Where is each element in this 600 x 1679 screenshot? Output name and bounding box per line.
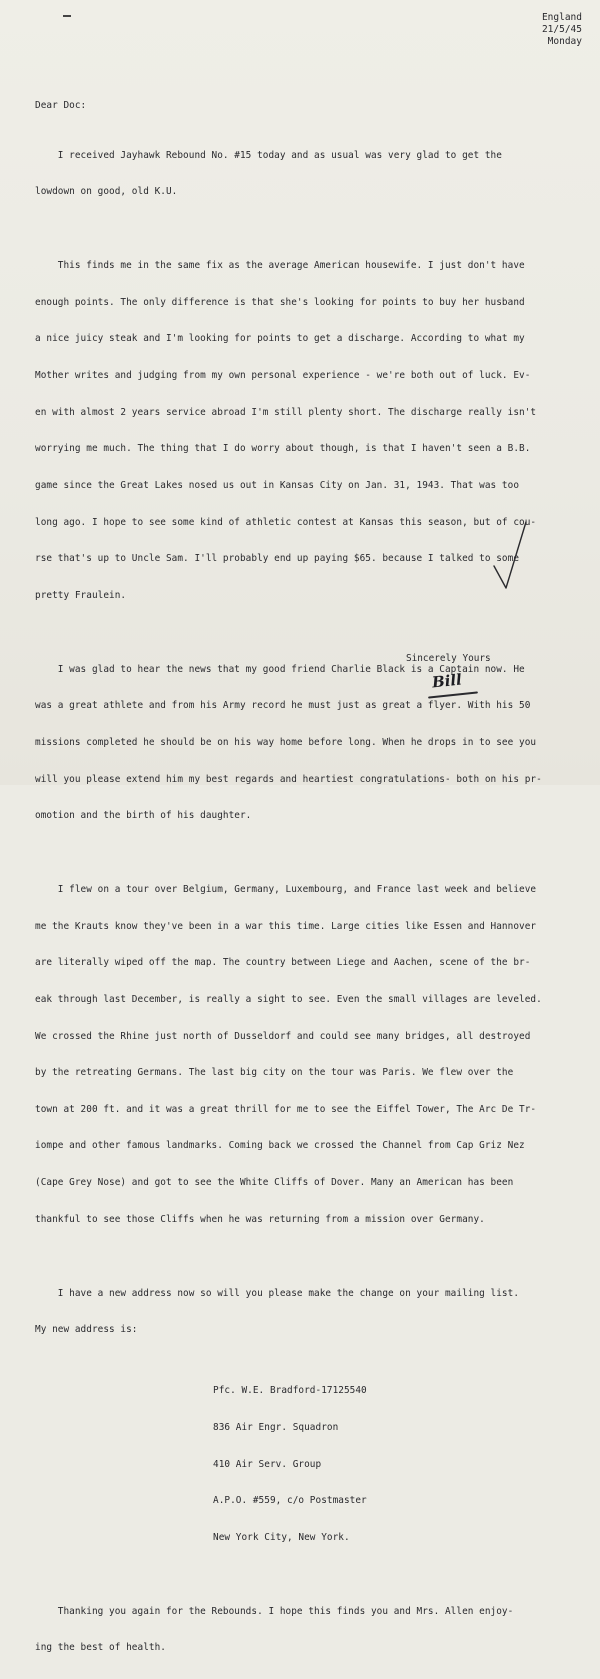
closing: Sincerely Yours [406,653,491,664]
address-line: 410 Air Serv. Group [213,1458,322,1470]
paragraph-line: My new address is: [35,1324,138,1336]
paragraph-line: lowdown on good, old K.U. [35,186,178,198]
paragraph-4 [35,860,580,1251]
paragraph-line: This finds me in the same fix as the average American housewife. I just don't have [35,260,525,272]
dateline-place: England [541,12,582,23]
paragraph-line: was a great athlete and from his Army record he must just as great a flyer. With his 50 [35,700,531,712]
letter-body [35,100,580,1679]
paragraph-line: (Cape Grey Nose) and got to see the White Cliffs of Dover. Many an American has been [35,1177,514,1189]
paragraph-line: omotion and the birth of his daughter. [35,810,252,822]
mailing-address [213,1361,580,1568]
paragraph-line: are literally wiped off the map. The country between Liege and Aachen, scene of the br- [35,957,531,969]
paragraph-line: Mother writes and judging from my own personal experience - we're both out of luck. Ev- [35,370,531,382]
paragraph-line: a nice juicy steak and I'm looking for points to get a discharge. According to what my [35,333,525,345]
paragraph-line: Thanking you again for the Rebounds. I hope this finds you and Mrs. Allen enjoy- [35,1605,514,1617]
paragraph-line: thankful to see those Cliffs when he was returning from a mission over Germany. [35,1213,485,1225]
paragraph-line: missions completed he should be on his way home before long. When he drops in to see you [35,736,537,748]
paragraph-6 [35,1581,580,1679]
paragraph-1 [35,125,580,223]
address-line: A.P.O. #559, c/o Postmaster [213,1495,367,1507]
paragraph-line: I have a new address now so will you please make the change on your mailing list. [35,1287,520,1299]
paragraph-line: eak through last December, is really a sight to see. Even the small villages are leveled. [35,994,542,1006]
dateline-weekday: Monday [547,36,582,47]
salutation: Dear Doc: [35,100,87,111]
paragraph-line: iompe and other famous landmarks. Coming back we crossed the Channel from Cap Griz Nez [35,1140,525,1152]
paragraph-3 [35,639,580,846]
address-line: 836 Air Engr. Squadron [213,1421,339,1433]
address-line: New York City, New York. [213,1531,350,1543]
paragraph-line: ing the best of health. [35,1642,166,1654]
paragraph-line: I was glad to hear the news that my good friend Charlie Black is a Captain now. He [35,663,525,675]
paragraph-line: town at 200 ft. and it was a great thrill for me to see the Eiffel Tower, The Arc De Tr- [35,1103,537,1115]
paragraph-line: en with almost 2 years service abroad I'm still plenty short. The discharge really isn't [35,406,537,418]
paragraph-line: by the retreating Germans. The last big city on the tour was Paris. We flew over the [35,1067,514,1079]
dateline [512,12,582,48]
paragraph-line: I received Jayhawk Rebound No. #15 today and as usual was very glad to get the [35,149,502,161]
paragraph-5 [35,1263,580,1361]
checkmark-icon [490,518,530,593]
typed-dash-mark [63,15,71,17]
paragraph-line: game since the Great Lakes nosed us out in Kansas City on Jan. 31, 1943. That was too [35,479,520,491]
paragraph-line: We crossed the Rhine just north of Dusseldorf and could see many bridges, all destroyed [35,1030,531,1042]
paragraph-line: long ago. I hope to see some kind of athletic contest at Kansas this season, but of cou- [35,516,537,528]
paragraph-line: pretty Fraulein. [35,589,127,601]
paragraph-line: enough points. The only difference is that she's looking for points to buy her husband [35,296,525,308]
paragraph-line: I flew on a tour over Belgium, Germany, Luxembourg, and France last week and believe [35,884,537,896]
paragraph-line: me the Krauts know they've been in a war this time. Large cities like Essen and Hannover [35,920,537,932]
paragraph-line: will you please extend him my best regards and heartiest congratulations- both on his pr- [35,773,542,785]
signature: Bill [431,670,463,692]
dateline-date: 21/5/45 [541,24,582,35]
paragraph-line: rse that's up to Uncle Sam. I'll probably end up paying $65. because I talked to some [35,553,520,565]
paragraph-line: worrying me much. The thing that I do worry about though, is that I haven't seen a B.B. [35,443,531,455]
address-line: Pfc. W.E. Bradford-17125540 [213,1385,367,1397]
